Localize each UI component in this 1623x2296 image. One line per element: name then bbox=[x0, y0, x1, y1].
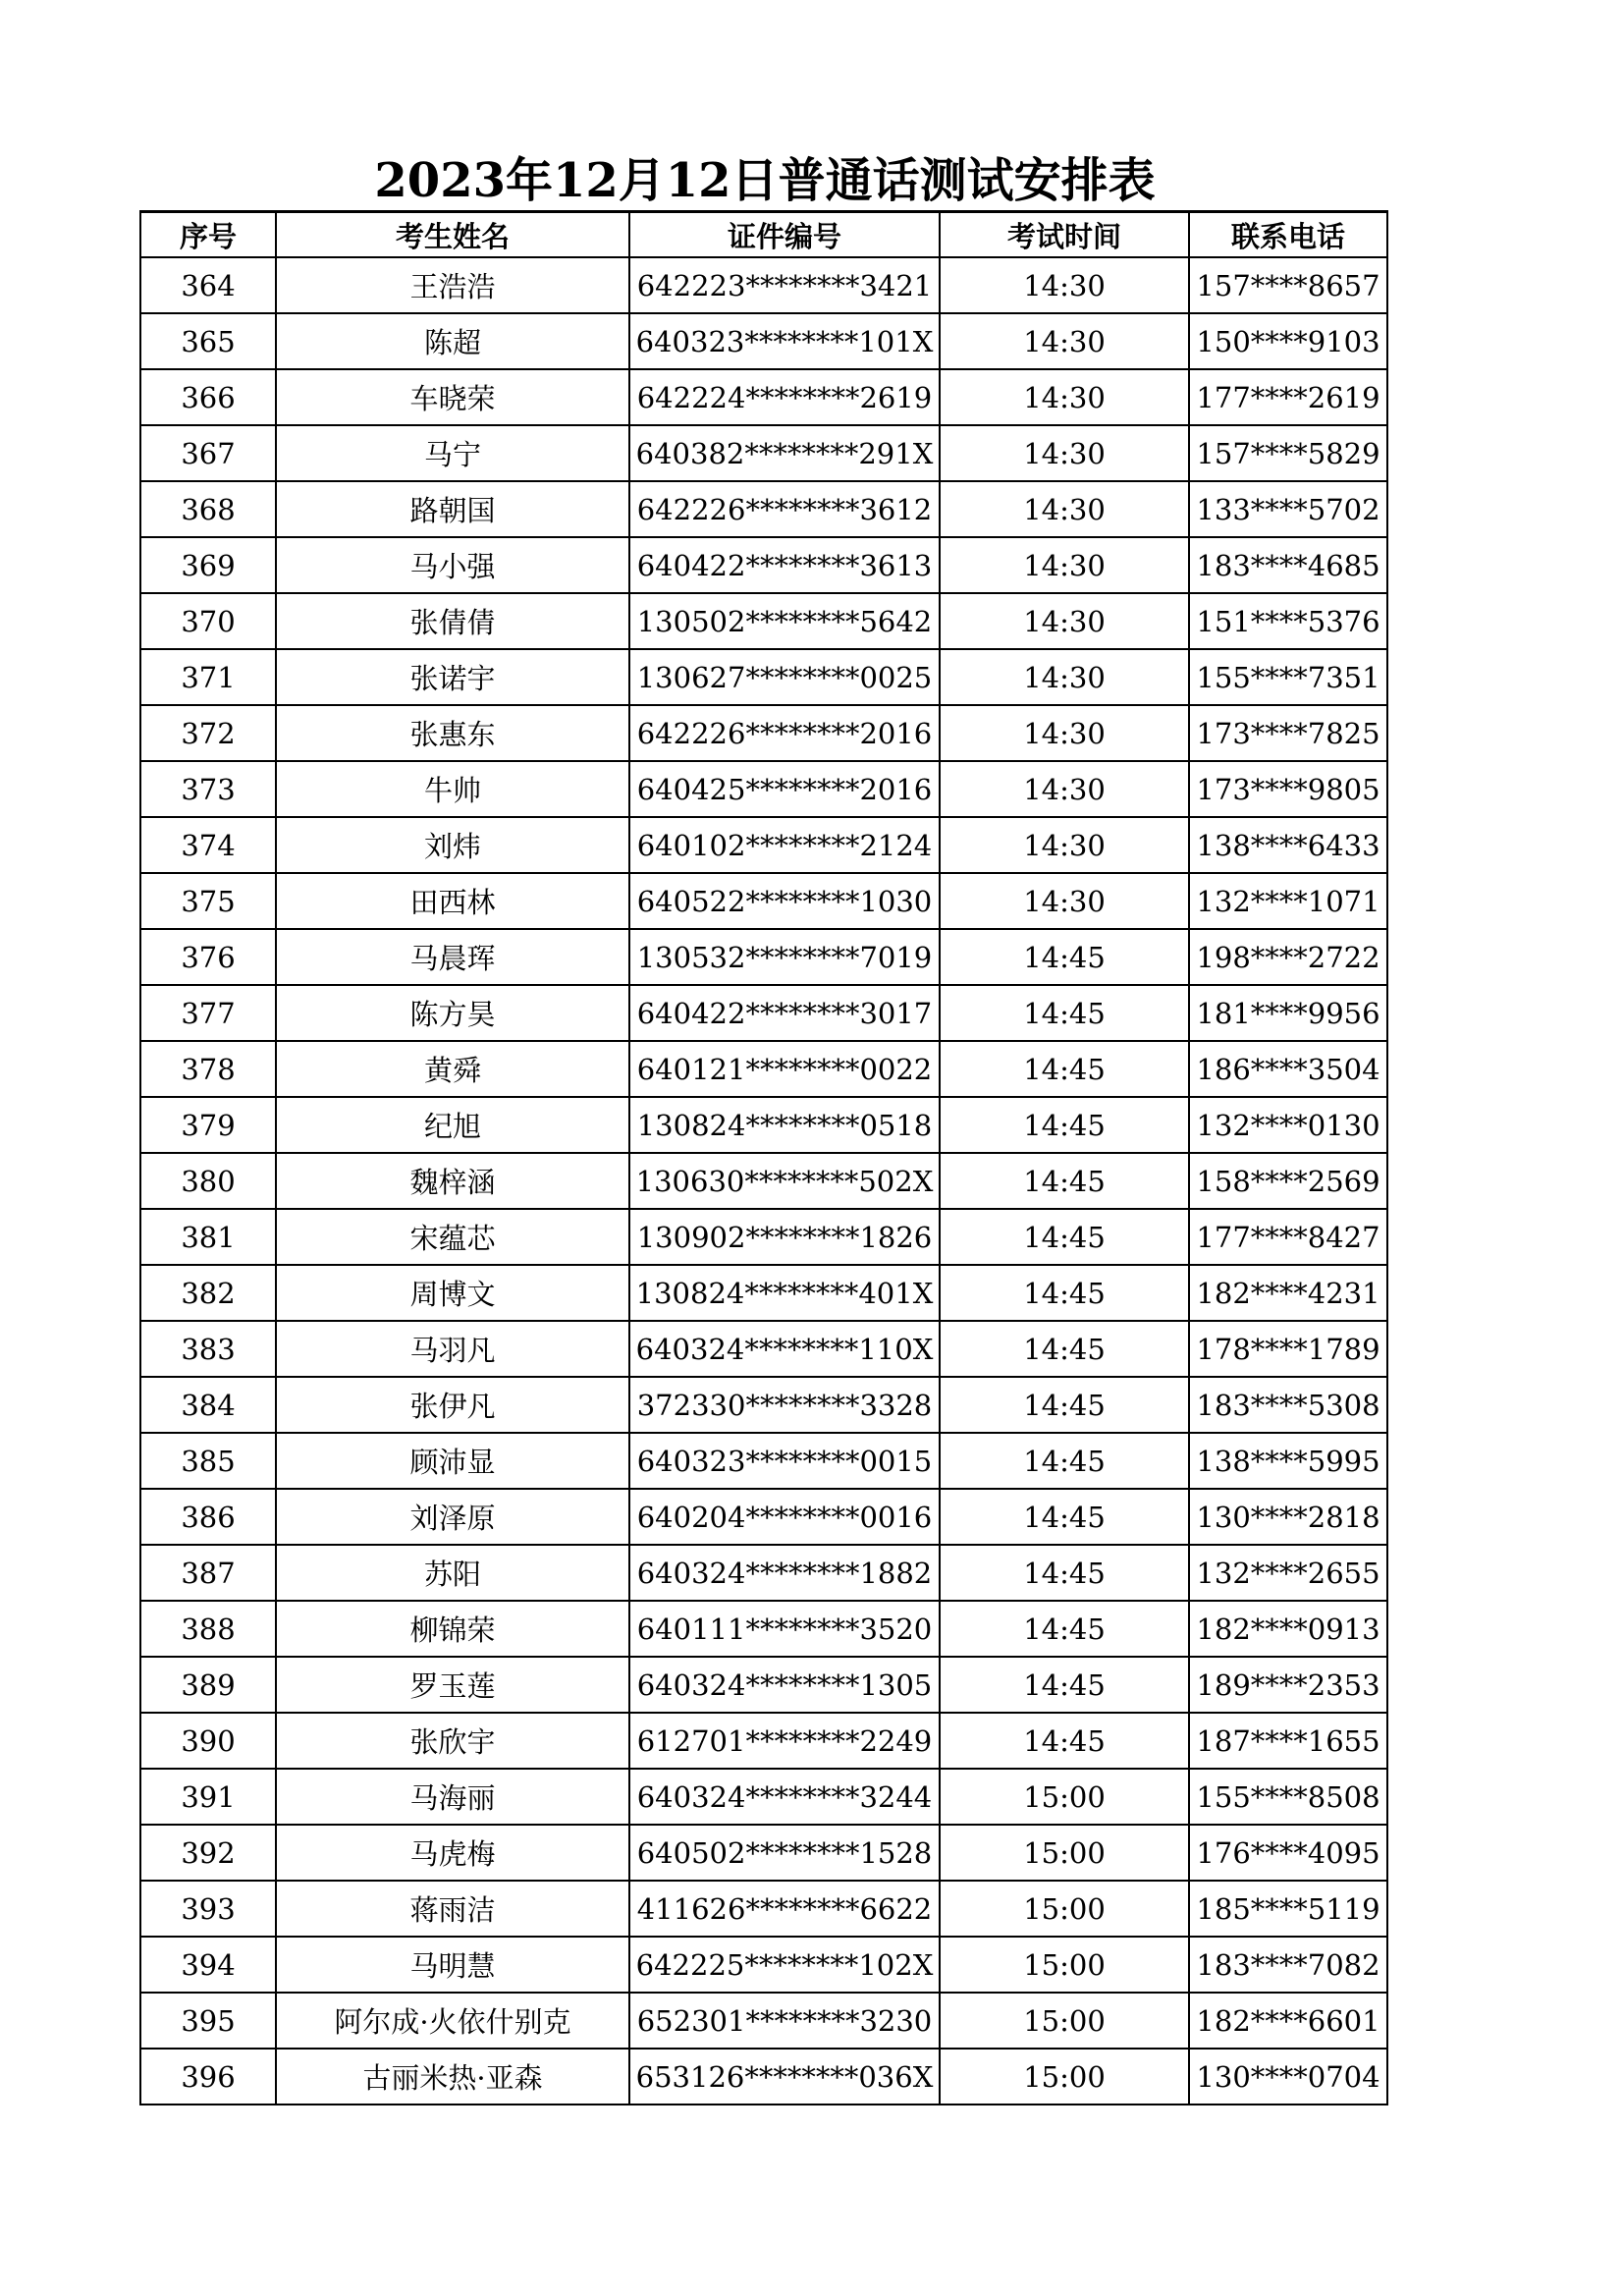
cell-phone: 177****8427 bbox=[1189, 1209, 1387, 1265]
table-row bbox=[140, 425, 1387, 481]
cell-phone: 182****0913 bbox=[1189, 1601, 1387, 1657]
cell-name: 宋蕴芯 bbox=[276, 1209, 629, 1265]
cell-no: 388 bbox=[140, 1601, 276, 1657]
cell-id: 640323********101X bbox=[629, 313, 940, 369]
cell-name: 蒋雨洁 bbox=[276, 1881, 629, 1937]
cell-time: 14:45 bbox=[940, 1041, 1189, 1097]
cell-no: 386 bbox=[140, 1489, 276, 1545]
cell-phone: 157****8657 bbox=[1189, 257, 1387, 313]
cell-time: 14:30 bbox=[940, 593, 1189, 649]
cell-name: 周博文 bbox=[276, 1265, 629, 1321]
cell-time: 14:45 bbox=[940, 1209, 1189, 1265]
table-row bbox=[140, 705, 1387, 761]
cell-name: 马海丽 bbox=[276, 1769, 629, 1825]
cell-phone: 178****1789 bbox=[1189, 1321, 1387, 1377]
cell-phone: 187****1655 bbox=[1189, 1713, 1387, 1769]
cell-no: 373 bbox=[140, 761, 276, 817]
cell-time: 14:45 bbox=[940, 1601, 1189, 1657]
cell-phone: 151****5376 bbox=[1189, 593, 1387, 649]
cell-no: 375 bbox=[140, 873, 276, 929]
cell-phone: 155****7351 bbox=[1189, 649, 1387, 705]
cell-phone: 183****5308 bbox=[1189, 1377, 1387, 1433]
cell-name: 陈超 bbox=[276, 313, 629, 369]
table-row bbox=[140, 481, 1387, 537]
cell-phone: 138****5995 bbox=[1189, 1433, 1387, 1489]
cell-name: 魏梓涵 bbox=[276, 1153, 629, 1209]
cell-phone: 183****4685 bbox=[1189, 537, 1387, 593]
table-row bbox=[140, 1489, 1387, 1545]
cell-time: 14:45 bbox=[940, 1489, 1189, 1545]
cell-no: 383 bbox=[140, 1321, 276, 1377]
cell-id: 640422********3017 bbox=[629, 985, 940, 1041]
cell-id: 640323********0015 bbox=[629, 1433, 940, 1489]
cell-name: 车晓荣 bbox=[276, 369, 629, 425]
cell-id: 130630********502X bbox=[629, 1153, 940, 1209]
cell-id: 640102********2124 bbox=[629, 817, 940, 873]
cell-name: 刘炜 bbox=[276, 817, 629, 873]
table-row bbox=[140, 761, 1387, 817]
table-row bbox=[140, 1713, 1387, 1769]
cell-id: 640425********2016 bbox=[629, 761, 940, 817]
cell-id: 642223********3421 bbox=[629, 257, 940, 313]
cell-id: 640382********291X bbox=[629, 425, 940, 481]
cell-name: 张伊凡 bbox=[276, 1377, 629, 1433]
cell-time: 14:45 bbox=[940, 1545, 1189, 1601]
cell-phone: 130****2818 bbox=[1189, 1489, 1387, 1545]
cell-phone: 198****2722 bbox=[1189, 929, 1387, 985]
cell-time: 14:45 bbox=[940, 1153, 1189, 1209]
table-row bbox=[140, 537, 1387, 593]
cell-no: 366 bbox=[140, 369, 276, 425]
cell-phone: 132****2655 bbox=[1189, 1545, 1387, 1601]
cell-name: 田西林 bbox=[276, 873, 629, 929]
cell-name: 陈方昊 bbox=[276, 985, 629, 1041]
cell-name: 阿尔成·火依什别克 bbox=[276, 1993, 629, 2049]
table-row bbox=[140, 1041, 1387, 1097]
table-row bbox=[140, 1769, 1387, 1825]
cell-id: 640422********3613 bbox=[629, 537, 940, 593]
cell-time: 15:00 bbox=[940, 1993, 1189, 2049]
cell-time: 14:45 bbox=[940, 1377, 1189, 1433]
cell-no: 396 bbox=[140, 2049, 276, 2105]
cell-no: 390 bbox=[140, 1713, 276, 1769]
cell-id: 652301********3230 bbox=[629, 1993, 940, 2049]
cell-no: 364 bbox=[140, 257, 276, 313]
cell-no: 395 bbox=[140, 1993, 276, 2049]
cell-time: 14:45 bbox=[940, 985, 1189, 1041]
cell-time: 14:45 bbox=[940, 929, 1189, 985]
cell-time: 14:30 bbox=[940, 649, 1189, 705]
cell-name: 马虎梅 bbox=[276, 1825, 629, 1881]
cell-time: 14:45 bbox=[940, 1713, 1189, 1769]
cell-phone: 186****3504 bbox=[1189, 1041, 1387, 1097]
cell-phone: 181****9956 bbox=[1189, 985, 1387, 1041]
cell-time: 14:30 bbox=[940, 313, 1189, 369]
cell-no: 394 bbox=[140, 1937, 276, 1993]
cell-id: 640502********1528 bbox=[629, 1825, 940, 1881]
cell-name: 纪旭 bbox=[276, 1097, 629, 1153]
cell-time: 14:30 bbox=[940, 369, 1189, 425]
cell-id: 640204********0016 bbox=[629, 1489, 940, 1545]
column-header-id: 证件编号 bbox=[629, 212, 940, 258]
cell-name: 王浩浩 bbox=[276, 257, 629, 313]
cell-phone: 189****2353 bbox=[1189, 1657, 1387, 1713]
cell-name: 苏阳 bbox=[276, 1545, 629, 1601]
cell-id: 642225********102X bbox=[629, 1937, 940, 1993]
cell-id: 642226********2016 bbox=[629, 705, 940, 761]
cell-no: 381 bbox=[140, 1209, 276, 1265]
cell-time: 14:30 bbox=[940, 425, 1189, 481]
table-row bbox=[140, 1265, 1387, 1321]
cell-no: 368 bbox=[140, 481, 276, 537]
cell-phone: 185****5119 bbox=[1189, 1881, 1387, 1937]
cell-name: 马宁 bbox=[276, 425, 629, 481]
cell-no: 371 bbox=[140, 649, 276, 705]
cell-id: 640522********1030 bbox=[629, 873, 940, 929]
table-body bbox=[140, 257, 1387, 2105]
cell-phone: 173****9805 bbox=[1189, 761, 1387, 817]
cell-name: 罗玉莲 bbox=[276, 1657, 629, 1713]
cell-id: 640324********1305 bbox=[629, 1657, 940, 1713]
table-row bbox=[140, 1825, 1387, 1881]
cell-name: 顾沛显 bbox=[276, 1433, 629, 1489]
cell-id: 653126********036X bbox=[629, 2049, 940, 2105]
cell-no: 369 bbox=[140, 537, 276, 593]
cell-no: 370 bbox=[140, 593, 276, 649]
cell-time: 14:30 bbox=[940, 257, 1189, 313]
cell-phone: 182****6601 bbox=[1189, 1993, 1387, 2049]
table-row bbox=[140, 1209, 1387, 1265]
table-row bbox=[140, 313, 1387, 369]
cell-time: 14:30 bbox=[940, 761, 1189, 817]
table-row bbox=[140, 929, 1387, 985]
cell-no: 391 bbox=[140, 1769, 276, 1825]
cell-time: 15:00 bbox=[940, 1881, 1189, 1937]
cell-phone: 182****4231 bbox=[1189, 1265, 1387, 1321]
table-header-row bbox=[140, 212, 1387, 258]
cell-time: 14:45 bbox=[940, 1657, 1189, 1713]
cell-phone: 133****5702 bbox=[1189, 481, 1387, 537]
column-header-name: 考生姓名 bbox=[276, 212, 629, 258]
cell-no: 377 bbox=[140, 985, 276, 1041]
cell-id: 130824********0518 bbox=[629, 1097, 940, 1153]
cell-name: 牛帅 bbox=[276, 761, 629, 817]
cell-no: 379 bbox=[140, 1097, 276, 1153]
table-row bbox=[140, 1881, 1387, 1937]
cell-time: 14:30 bbox=[940, 537, 1189, 593]
cell-phone: 158****2569 bbox=[1189, 1153, 1387, 1209]
table-row bbox=[140, 1937, 1387, 1993]
cell-time: 14:45 bbox=[940, 1097, 1189, 1153]
cell-name: 张欣宇 bbox=[276, 1713, 629, 1769]
table-row bbox=[140, 1601, 1387, 1657]
cell-no: 372 bbox=[140, 705, 276, 761]
cell-name: 古丽米热·亚森 bbox=[276, 2049, 629, 2105]
column-header-time: 考试时间 bbox=[940, 212, 1189, 258]
table-row bbox=[140, 257, 1387, 313]
cell-time: 14:30 bbox=[940, 873, 1189, 929]
cell-name: 马小强 bbox=[276, 537, 629, 593]
cell-no: 389 bbox=[140, 1657, 276, 1713]
cell-id: 130824********401X bbox=[629, 1265, 940, 1321]
cell-id: 411626********6622 bbox=[629, 1881, 940, 1937]
cell-phone: 173****7825 bbox=[1189, 705, 1387, 761]
table-row bbox=[140, 649, 1387, 705]
cell-name: 马晨珲 bbox=[276, 929, 629, 985]
cell-no: 376 bbox=[140, 929, 276, 985]
table-row bbox=[140, 1377, 1387, 1433]
cell-id: 130627********0025 bbox=[629, 649, 940, 705]
page-title: 2023年12月12日普通话测试安排表 bbox=[374, 153, 1156, 208]
column-header-no: 序号 bbox=[140, 212, 276, 258]
cell-time: 15:00 bbox=[940, 2049, 1189, 2105]
table-row bbox=[140, 1433, 1387, 1489]
cell-no: 392 bbox=[140, 1825, 276, 1881]
cell-time: 15:00 bbox=[940, 1825, 1189, 1881]
cell-name: 张诺宇 bbox=[276, 649, 629, 705]
cell-id: 130902********1826 bbox=[629, 1209, 940, 1265]
cell-id: 640324********3244 bbox=[629, 1769, 940, 1825]
column-header-phone: 联系电话 bbox=[1189, 212, 1387, 258]
cell-phone: 132****1071 bbox=[1189, 873, 1387, 929]
cell-phone: 138****6433 bbox=[1189, 817, 1387, 873]
cell-phone: 130****0704 bbox=[1189, 2049, 1387, 2105]
cell-no: 393 bbox=[140, 1881, 276, 1937]
table-row bbox=[140, 985, 1387, 1041]
table-row bbox=[140, 1993, 1387, 2049]
cell-id: 612701********2249 bbox=[629, 1713, 940, 1769]
cell-id: 640324********1882 bbox=[629, 1545, 940, 1601]
cell-phone: 150****9103 bbox=[1189, 313, 1387, 369]
cell-name: 路朝国 bbox=[276, 481, 629, 537]
cell-phone: 177****2619 bbox=[1189, 369, 1387, 425]
cell-no: 384 bbox=[140, 1377, 276, 1433]
cell-name: 张倩倩 bbox=[276, 593, 629, 649]
cell-name: 张惠东 bbox=[276, 705, 629, 761]
cell-phone: 176****4095 bbox=[1189, 1825, 1387, 1881]
cell-id: 642224********2619 bbox=[629, 369, 940, 425]
cell-no: 385 bbox=[140, 1433, 276, 1489]
table-row bbox=[140, 1153, 1387, 1209]
cell-name: 刘泽原 bbox=[276, 1489, 629, 1545]
cell-id: 640324********110X bbox=[629, 1321, 940, 1377]
table-row bbox=[140, 873, 1387, 929]
cell-no: 380 bbox=[140, 1153, 276, 1209]
table-row bbox=[140, 1657, 1387, 1713]
cell-no: 382 bbox=[140, 1265, 276, 1321]
cell-no: 387 bbox=[140, 1545, 276, 1601]
cell-no: 378 bbox=[140, 1041, 276, 1097]
table-row bbox=[140, 817, 1387, 873]
cell-phone: 132****0130 bbox=[1189, 1097, 1387, 1153]
cell-id: 642226********3612 bbox=[629, 481, 940, 537]
cell-phone: 183****7082 bbox=[1189, 1937, 1387, 1993]
cell-id: 130502********5642 bbox=[629, 593, 940, 649]
cell-time: 15:00 bbox=[940, 1937, 1189, 1993]
cell-time: 14:30 bbox=[940, 817, 1189, 873]
table-row bbox=[140, 593, 1387, 649]
table-row bbox=[140, 1321, 1387, 1377]
table-row bbox=[140, 369, 1387, 425]
cell-phone: 157****5829 bbox=[1189, 425, 1387, 481]
table-row bbox=[140, 2049, 1387, 2105]
cell-id: 130532********7019 bbox=[629, 929, 940, 985]
table-row bbox=[140, 1097, 1387, 1153]
cell-name: 马羽凡 bbox=[276, 1321, 629, 1377]
cell-name: 柳锦荣 bbox=[276, 1601, 629, 1657]
cell-time: 15:00 bbox=[940, 1769, 1189, 1825]
cell-name: 马明慧 bbox=[276, 1937, 629, 1993]
cell-id: 640121********0022 bbox=[629, 1041, 940, 1097]
cell-no: 365 bbox=[140, 313, 276, 369]
cell-name: 黄舜 bbox=[276, 1041, 629, 1097]
schedule-table bbox=[139, 210, 1388, 2105]
cell-time: 14:45 bbox=[940, 1321, 1189, 1377]
cell-time: 14:45 bbox=[940, 1433, 1189, 1489]
cell-no: 367 bbox=[140, 425, 276, 481]
cell-id: 372330********3328 bbox=[629, 1377, 940, 1433]
cell-no: 374 bbox=[140, 817, 276, 873]
cell-time: 14:30 bbox=[940, 705, 1189, 761]
table-row bbox=[140, 1545, 1387, 1601]
cell-time: 14:45 bbox=[940, 1265, 1189, 1321]
cell-time: 14:30 bbox=[940, 481, 1189, 537]
cell-phone: 155****8508 bbox=[1189, 1769, 1387, 1825]
cell-id: 640111********3520 bbox=[629, 1601, 940, 1657]
